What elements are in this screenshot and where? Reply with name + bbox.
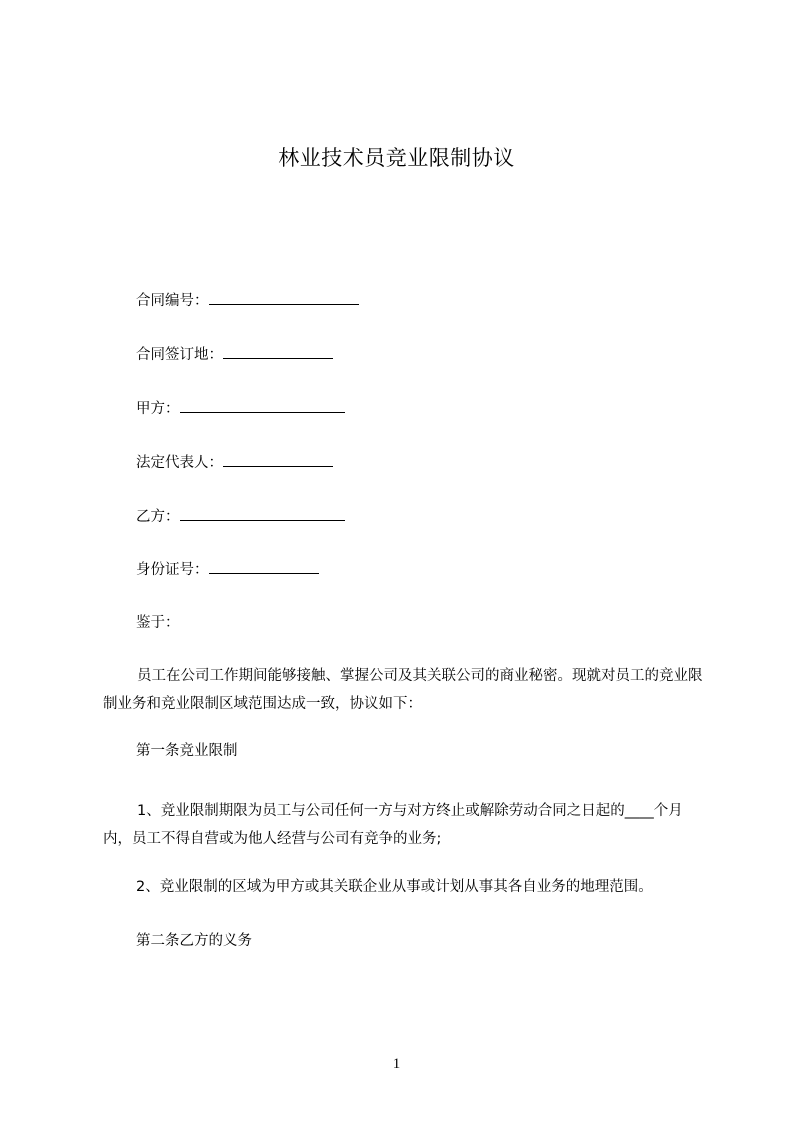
field-legal-representative — [136, 453, 333, 473]
field-blank — [223, 345, 333, 359]
field-label: 乙方： — [136, 509, 180, 525]
field-blank — [209, 560, 319, 574]
field-label: 合同编号： — [136, 293, 209, 309]
field-contract-number — [136, 291, 359, 311]
field-id-number — [136, 560, 319, 580]
field-label: 法定代表人： — [136, 455, 223, 471]
article-1-item-1: 1、竞业限制期限为员工与公司任何一方与对方终止或解除劳动合同之日起的____个月内，员工不得自营或为他人经营与公司有竞争的业务; — [103, 803, 683, 847]
whereas-heading: 鉴于： — [136, 615, 180, 631]
article-2-heading: 第二条乙方的义务 — [136, 933, 252, 949]
article-1-item-2: 2、竞业限制的区域为甲方或其关联企业从事或计划从事其各自业务的地理范围。 — [136, 879, 653, 895]
field-blank — [180, 399, 345, 413]
page-number: 1 — [392, 1056, 401, 1072]
field-party-a — [136, 399, 345, 419]
field-signing-place — [136, 345, 333, 365]
field-blank — [223, 453, 333, 467]
field-label: 身份证号： — [136, 562, 209, 578]
document-title: 林业技术员竞业限制协议 — [278, 146, 515, 170]
field-party-b — [136, 507, 345, 527]
intro-paragraph: 员工在公司工作期间能够接触、掌握公司及其关联公司的商业秘密。现就对员工的竞业限制业务和竞业限制区域范围达成一致，协议如下： — [103, 668, 703, 712]
article-1-heading: 第一条竞业限制 — [136, 743, 238, 759]
field-label: 甲方： — [136, 401, 180, 417]
field-blank — [180, 507, 345, 521]
field-blank — [209, 291, 359, 305]
field-label: 合同签订地： — [136, 347, 223, 363]
